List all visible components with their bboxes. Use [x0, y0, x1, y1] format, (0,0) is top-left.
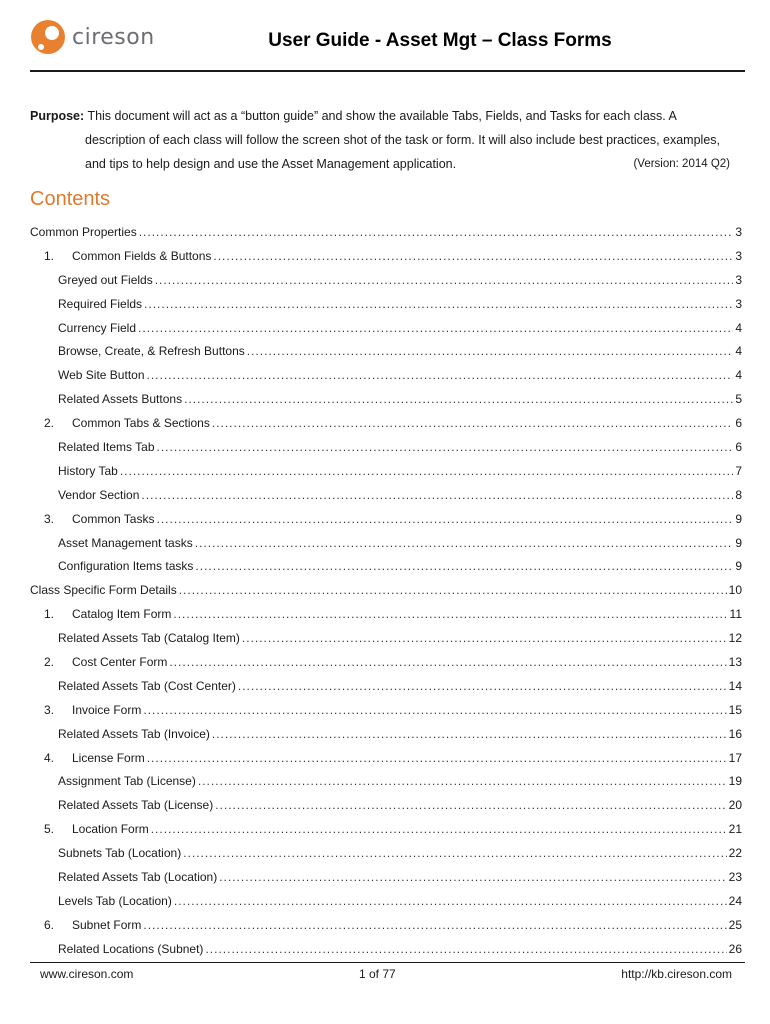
- toc-entry-number: 4.: [44, 750, 55, 765]
- footer-kb-link[interactable]: http://kb.cireson.com: [621, 967, 732, 981]
- toc-dot-leader: [212, 727, 727, 741]
- toc-entry-page: 23: [728, 869, 742, 884]
- toc-entry-page: 3: [735, 296, 742, 311]
- toc-entry-title: Related Assets Tab (Invoice): [58, 726, 210, 741]
- toc-entry[interactable]: [30, 674, 742, 698]
- toc-entry-number: 2.: [44, 416, 55, 431]
- toc-dot-leader: [184, 392, 733, 406]
- toc-entry-title: Subnets Tab (Location): [58, 846, 182, 861]
- toc-entry-page: 14: [728, 678, 742, 693]
- toc-entry-title: Currency Field: [58, 320, 137, 335]
- toc-dot-leader: [147, 751, 727, 765]
- toc-entry-page: 26: [728, 941, 742, 956]
- toc-entry[interactable]: [30, 698, 742, 722]
- toc-dot-leader: [174, 894, 727, 908]
- footer-divider: [30, 962, 745, 963]
- toc-dot-leader: [215, 798, 726, 812]
- toc-entry-title: Configuration Items tasks: [58, 559, 194, 574]
- toc-dot-leader: [173, 607, 727, 621]
- toc-dot-leader: [238, 679, 727, 693]
- toc-entry-page: 13: [728, 654, 742, 669]
- toc-entry-title: Web Site Button: [58, 368, 145, 383]
- toc-entry-title: Subnet Form: [72, 917, 142, 932]
- toc-entry[interactable]: [30, 817, 742, 841]
- toc-entry-title: Related Assets Tab (License): [58, 798, 214, 813]
- toc-entry[interactable]: [30, 578, 742, 602]
- toc-entry-page: 9: [735, 511, 742, 526]
- toc-entry-number: 3.: [44, 511, 55, 526]
- toc-entry[interactable]: [30, 937, 742, 961]
- toc-dot-leader: [139, 225, 734, 239]
- footer-website-link[interactable]: www.cireson.com: [40, 967, 134, 981]
- toc-dot-leader: [120, 464, 734, 478]
- toc-entry-title: Related Assets Buttons: [58, 392, 183, 407]
- toc-entry-title: Common Tasks: [72, 511, 155, 526]
- header-divider: [30, 70, 745, 72]
- toc-entry-title: Cost Center Form: [72, 654, 168, 669]
- toc-entry[interactable]: [30, 316, 742, 340]
- toc-dot-leader: [179, 583, 727, 597]
- toc-entry-title: License Form: [72, 750, 145, 765]
- toc-dot-leader: [156, 512, 733, 526]
- purpose-text-3: and tips to help design and use the Asset Management application.: [85, 157, 457, 171]
- toc-entry[interactable]: [30, 841, 742, 865]
- toc-entry-title: Class Specific Form Details: [30, 583, 177, 598]
- toc-entry[interactable]: [30, 363, 742, 387]
- toc-entry[interactable]: [30, 268, 742, 292]
- toc-dot-leader: [151, 822, 727, 836]
- toc-entry-page: 5: [735, 392, 742, 407]
- purpose-line-2: description of each class will follow the screen shot of the task or form. It will also include best practices, examples,: [85, 133, 721, 147]
- purpose-text-1: This document will act as a “button guide” and show the available Tabs, Fields, and Tasks for each class. A: [87, 109, 677, 123]
- version-label: (Version: 2014 Q2): [633, 158, 730, 170]
- toc-entry-page: 15: [728, 702, 742, 717]
- toc-entry[interactable]: [30, 746, 742, 770]
- toc-entry-page: 19: [728, 774, 742, 789]
- toc-dot-leader: [147, 368, 734, 382]
- toc-dot-leader: [143, 918, 726, 932]
- toc-entry-title: Asset Management tasks: [58, 535, 193, 550]
- toc-entry-number: 3.: [44, 702, 55, 717]
- toc-dot-leader: [138, 321, 733, 335]
- toc-entry[interactable]: [30, 769, 742, 793]
- toc-entry-title: Related Assets Tab (Cost Center): [58, 678, 236, 693]
- toc-entry-title: Catalog Item Form: [72, 607, 172, 622]
- toc-entry-title: Related Items Tab: [58, 439, 155, 454]
- toc-entry[interactable]: [30, 865, 742, 889]
- toc-entry-page: 3: [735, 272, 742, 287]
- toc-entry-number: 2.: [44, 654, 55, 669]
- toc-dot-leader: [144, 297, 733, 311]
- toc-entry-title: Related Assets Tab (Catalog Item): [58, 631, 240, 646]
- toc-entry-page: 3: [735, 224, 742, 239]
- toc-entry-page: 11: [729, 607, 742, 622]
- toc-dot-leader: [247, 344, 734, 358]
- toc-entry-title: Common Properties: [30, 224, 137, 239]
- toc-entry[interactable]: [30, 889, 742, 913]
- toc-entry[interactable]: [30, 507, 742, 531]
- toc-entry-page: 22: [728, 846, 742, 861]
- toc-entry-title: Levels Tab (Location): [58, 893, 172, 908]
- toc-entry[interactable]: [30, 292, 742, 316]
- logo-text: cireson: [72, 24, 155, 50]
- page-footer: [40, 967, 732, 981]
- toc-entry-title: Related Assets Tab (Location): [58, 869, 218, 884]
- toc-entry-page: 21: [728, 822, 742, 837]
- toc-dot-leader: [155, 273, 734, 287]
- toc-entry-page: 20: [728, 798, 742, 813]
- toc-entry-number: 5.: [44, 822, 55, 837]
- toc-entry[interactable]: [30, 531, 742, 555]
- toc-dot-leader: [183, 846, 726, 860]
- toc-entry-title: Common Fields & Buttons: [72, 248, 212, 263]
- toc-entry[interactable]: [30, 244, 742, 268]
- toc-dot-leader: [141, 488, 733, 502]
- toc-entry[interactable]: [30, 626, 742, 650]
- toc-entry-title: History Tab: [58, 463, 118, 478]
- cireson-logo-icon: [30, 18, 66, 56]
- contents-heading: Contents: [30, 188, 111, 210]
- toc-entry-number: 1.: [44, 607, 55, 622]
- toc-entry-title: Invoice Form: [72, 702, 142, 717]
- toc-dot-leader: [157, 440, 734, 454]
- toc-dot-leader: [143, 703, 726, 717]
- toc-entry-page: 17: [728, 750, 742, 765]
- purpose-line-1: [30, 104, 745, 128]
- toc-entry-page: 25: [728, 917, 742, 932]
- toc-entry-number: 1.: [44, 248, 55, 263]
- toc-entry[interactable]: [30, 650, 742, 674]
- toc-entry[interactable]: [30, 435, 742, 459]
- toc-entry-title: Vendor Section: [58, 487, 140, 502]
- toc-entry-page: 6: [735, 416, 742, 431]
- toc-dot-leader: [195, 559, 733, 573]
- toc-dot-leader: [219, 870, 726, 884]
- toc-entry[interactable]: [30, 483, 742, 507]
- toc-dot-leader: [205, 942, 726, 956]
- purpose-paragraph: [30, 104, 745, 176]
- toc-entry-page: 3: [735, 248, 742, 263]
- toc-entry-page: 10: [728, 583, 742, 598]
- toc-entry-page: 24: [728, 893, 742, 908]
- toc-entry-page: 4: [735, 368, 742, 383]
- toc-entry[interactable]: [30, 387, 742, 411]
- toc-entry[interactable]: [30, 220, 742, 244]
- toc-entry-page: 4: [735, 344, 742, 359]
- toc-entry[interactable]: [30, 722, 742, 746]
- toc-dot-leader: [213, 249, 733, 263]
- toc-entry[interactable]: [30, 411, 742, 435]
- toc-entry-page: 7: [735, 463, 742, 478]
- toc-entry[interactable]: [30, 793, 742, 817]
- toc-entry-page: 16: [728, 726, 742, 741]
- table-of-contents: [30, 220, 742, 961]
- toc-entry-page: 9: [735, 535, 742, 550]
- toc-entry[interactable]: [30, 339, 742, 363]
- purpose-label: Purpose:: [30, 109, 85, 123]
- toc-entry-page: 12: [728, 631, 742, 646]
- toc-entry-title: Common Tabs & Sections: [72, 416, 210, 431]
- toc-dot-leader: [242, 631, 727, 645]
- toc-entry-page: 9: [735, 559, 742, 574]
- toc-entry[interactable]: [30, 913, 742, 937]
- toc-entry-title: Related Locations (Subnet): [58, 941, 204, 956]
- toc-entry-page: 8: [735, 487, 742, 502]
- toc-entry-title: Greyed out Fields: [58, 272, 153, 287]
- toc-dot-leader: [198, 774, 727, 788]
- toc-entry-title: Browse, Create, & Refresh Buttons: [58, 344, 245, 359]
- toc-dot-leader: [169, 655, 726, 669]
- toc-entry[interactable]: [30, 554, 742, 578]
- toc-dot-leader: [212, 416, 733, 430]
- toc-entry-page: 4: [735, 320, 742, 335]
- cireson-logo: [30, 18, 155, 56]
- toc-entry-title: Location Form: [72, 822, 149, 837]
- toc-entry-page: 6: [735, 439, 742, 454]
- purpose-line-3: [30, 152, 745, 176]
- toc-entry-title: Required Fields: [58, 296, 143, 311]
- toc-entry-title: Assignment Tab (License): [58, 774, 196, 789]
- toc-entry[interactable]: [30, 459, 742, 483]
- toc-entry[interactable]: [30, 602, 742, 626]
- toc-entry-number: 6.: [44, 917, 55, 932]
- toc-dot-leader: [195, 536, 734, 550]
- document-title: User Guide - Asset Mgt – Class Forms: [268, 30, 612, 51]
- page-number: 1 of 77: [358, 967, 396, 981]
